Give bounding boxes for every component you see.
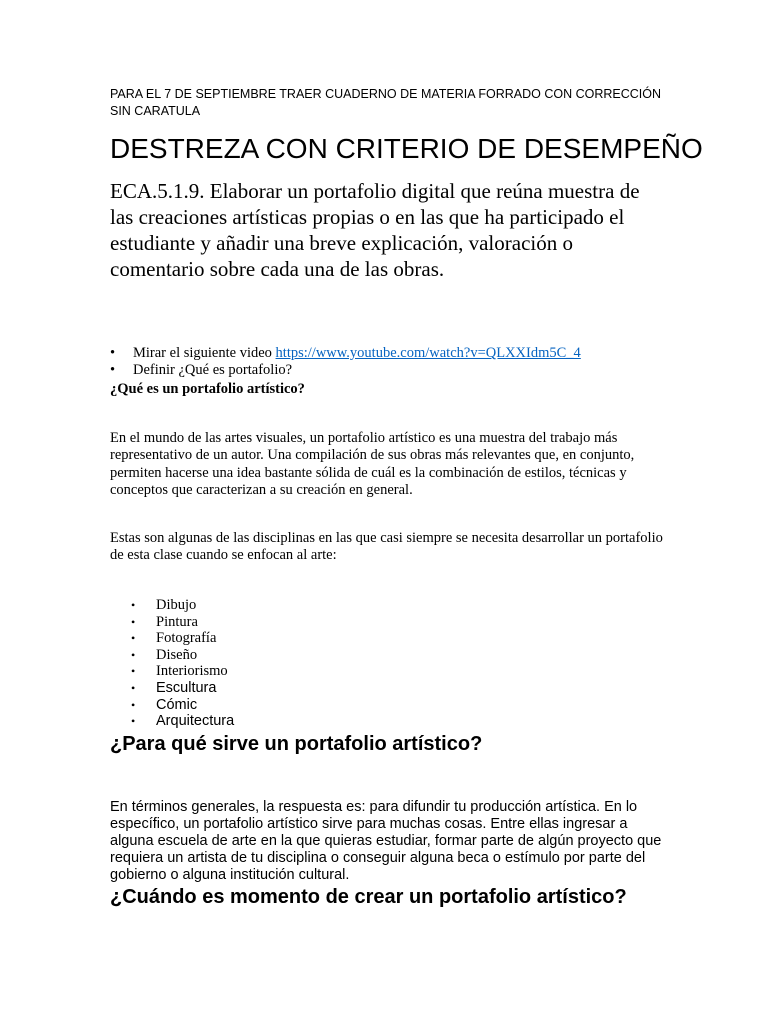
list-item: • Dibujo	[110, 597, 234, 614]
list-item: • Cómic	[110, 697, 234, 714]
paragraph-disciplines-intro: Estas son algunas de las disciplinas en las que casi siempre se necesita desarrollar un portafolio de esta clase cuando se enfocan al arte:	[110, 530, 663, 564]
skill-description: ECA.5.1.9. Elaborar un portafolio digital que reúna muestra de las creaciones artísticas propias o en las que ha participado el estudiante y añadir una breve explicación, valoración o comentario sobre cada una de las obras.	[110, 179, 640, 281]
heading-purpose: ¿Para qué sirve un portafolio artístico?	[110, 733, 483, 755]
list-item: • Arquitectura	[110, 713, 234, 730]
disciplines-list	[110, 597, 234, 730]
list-item: • Fotografía	[110, 630, 234, 647]
notice-text: PARA EL 7 DE SEPTIEMBRE TRAER CUADERNO DE MATERIA FORRADO CON CORRECCIÓN SIN CARATULA	[110, 87, 662, 118]
task-list	[110, 345, 581, 379]
paragraph-purpose: En términos generales, la respuesta es: para difundir tu producción artística. En lo específico, un portafolio artístico sirve para muchas cosas. Entre ellas ingresar a alguna escuela de arte en la que quieras estudiar, formar parte de algún proyecto que requiera un artista de tu disciplina o conseguir alguna beca o estímulo por parte del gobierno o alguna institución cultural.	[110, 799, 662, 883]
task-item-define: • Definir ¿Qué es portafolio?	[110, 362, 581, 379]
list-item: • Diseño	[110, 647, 234, 664]
paragraph-definition: En el mundo de las artes visuales, un portafolio artístico es una muestra del trabajo más representativo de un autor. Una compilación de sus obras más relevantes que, en conjunto, permiten hacerse una idea bastante sólida de cuál es la combinación de estilos, técnicas y conceptos que caracterizan a su creación en general.	[110, 430, 635, 498]
section-title: DESTREZA CON CRITERIO DE DESEMPEÑO	[110, 133, 703, 164]
task-video-label: Mirar el siguiente video	[133, 345, 276, 361]
task-item-video	[110, 345, 581, 362]
list-item: • Escultura	[110, 680, 234, 697]
list-item: • Interiorismo	[110, 663, 234, 680]
heading-when: ¿Cuándo es momento de crear un portafolio artístico?	[110, 886, 627, 908]
list-item: • Pintura	[110, 614, 234, 631]
video-link[interactable]: https://www.youtube.com/watch?v=QLXXIdm5C_4	[275, 345, 581, 361]
question-heading: ¿Qué es un portafolio artístico?	[110, 381, 305, 397]
